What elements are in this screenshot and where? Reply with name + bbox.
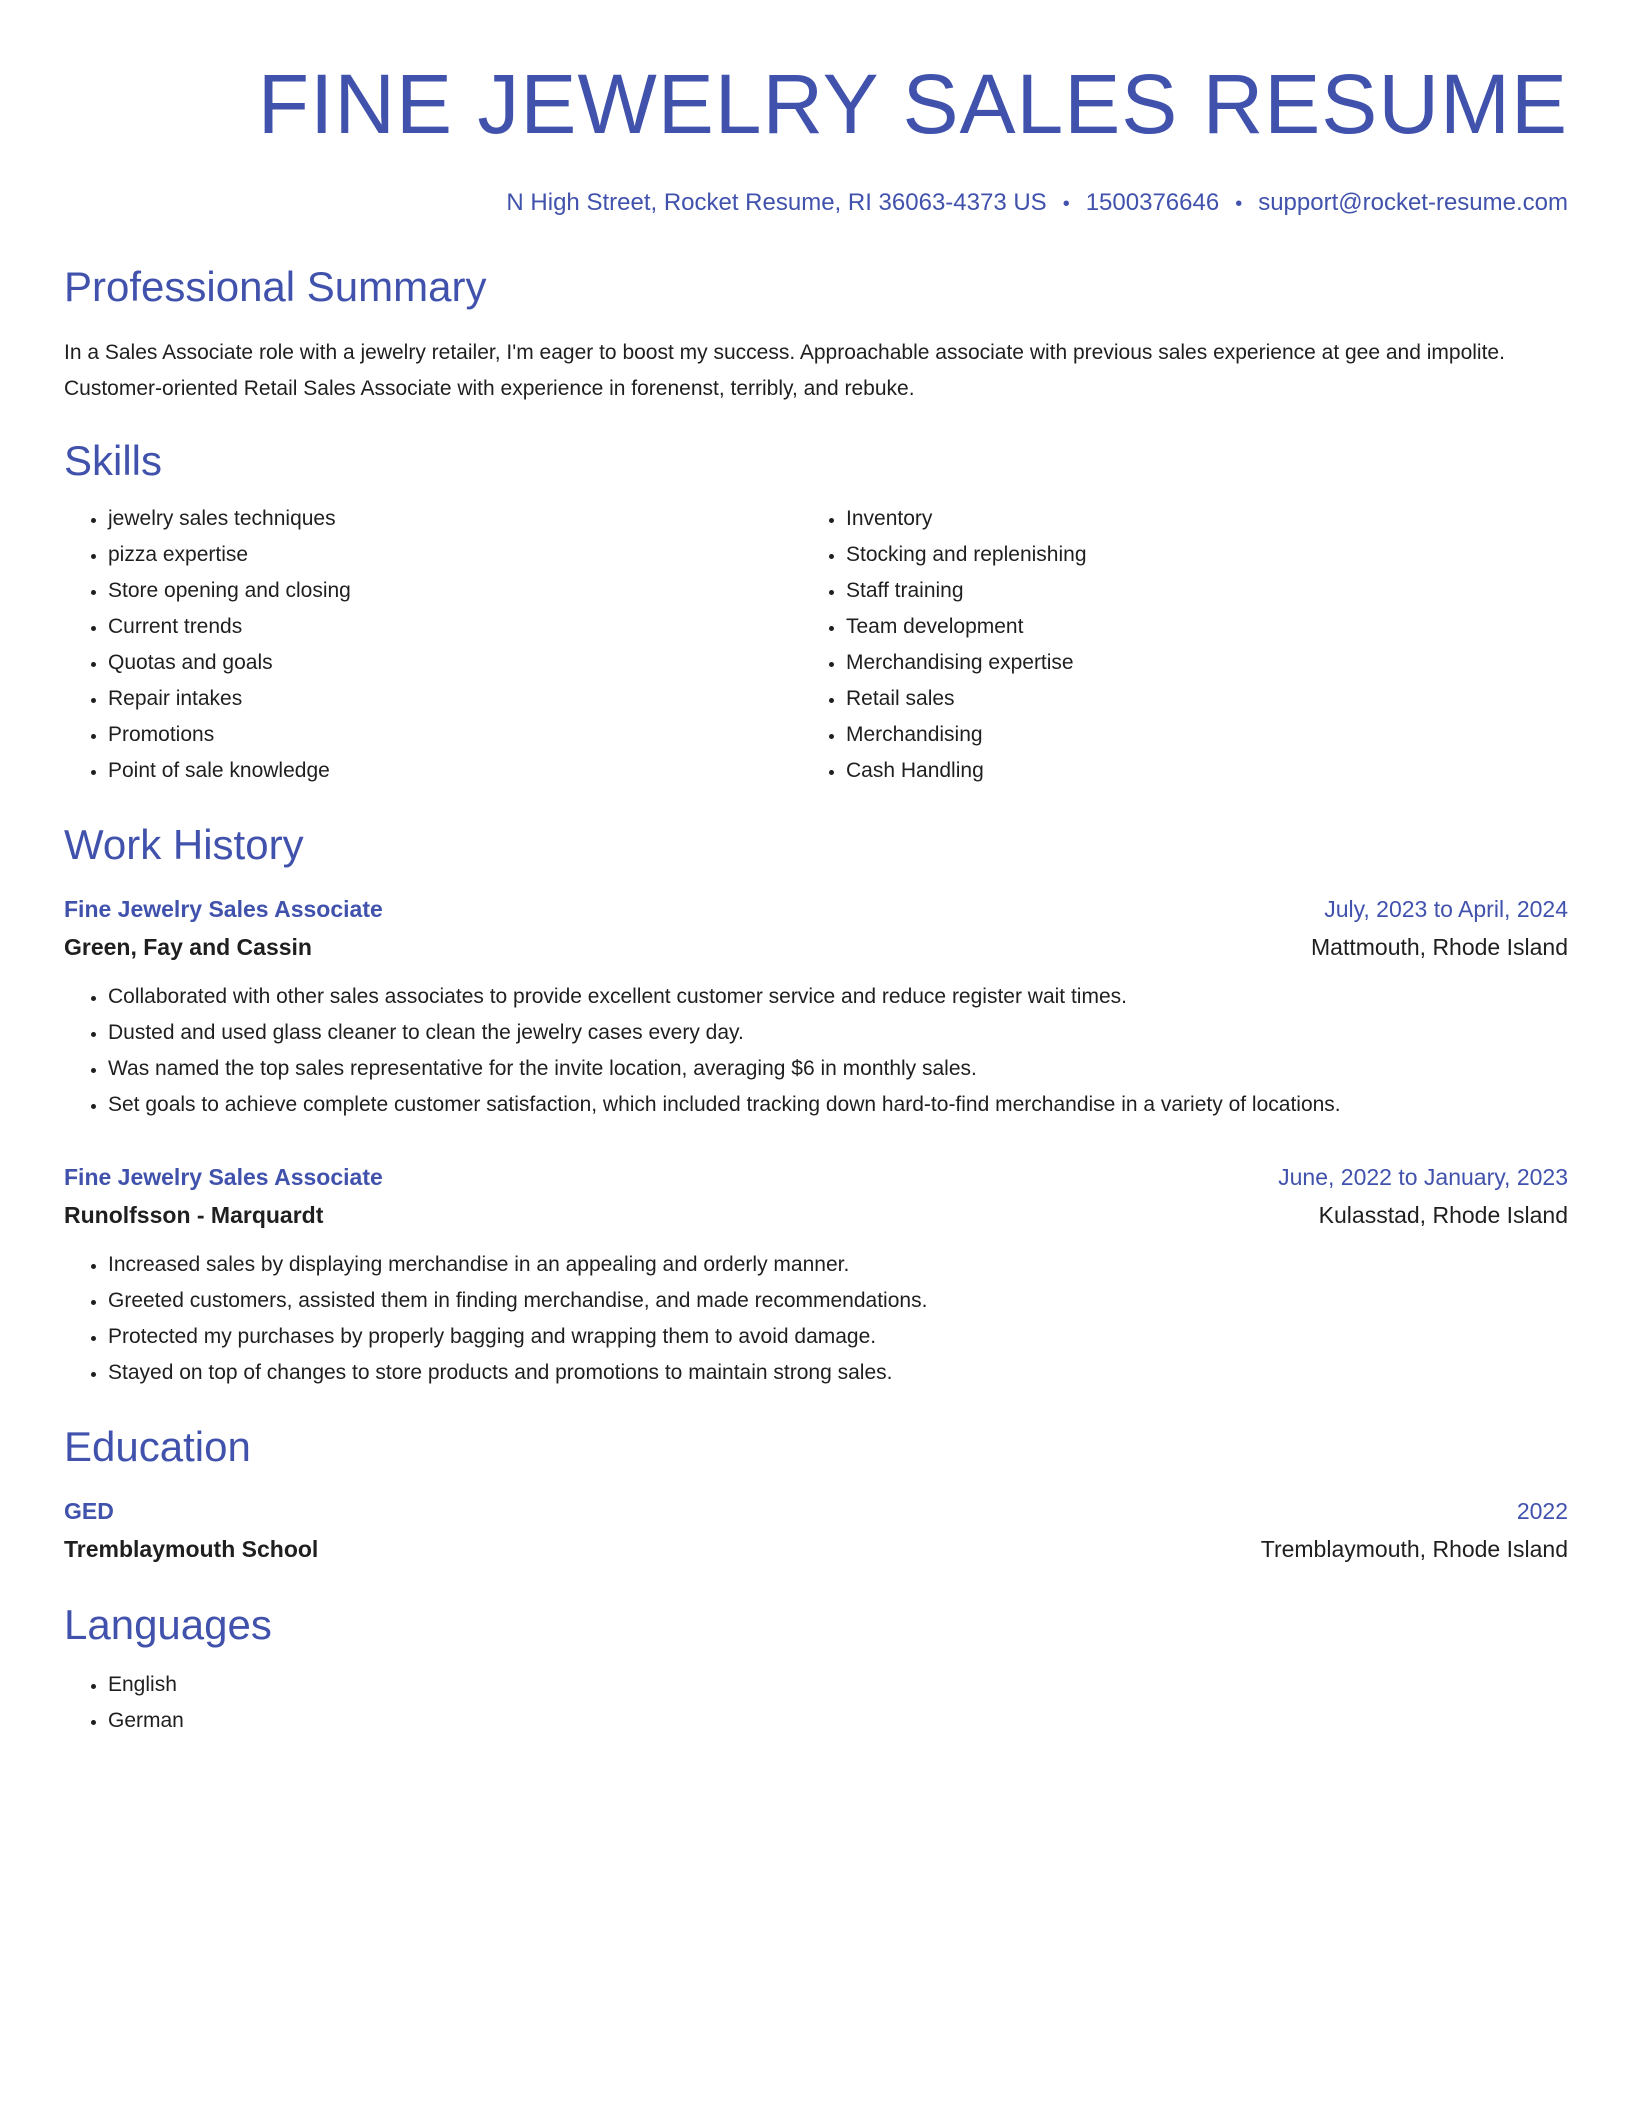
job-employer: Runolfsson - Marquardt <box>64 1202 324 1228</box>
job-duty: • Was named the top sales representative for the invite location, averaging $6 in monthly sales. <box>108 1051 1568 1087</box>
skills-column-left <box>64 501 802 789</box>
job-duties-list <box>64 1247 1568 1391</box>
job-entry <box>64 891 1568 1123</box>
contact-separator: • <box>1062 193 1070 215</box>
skill-item: • Repair intakes <box>108 681 802 717</box>
job-duty: • Increased sales by displaying merchandise in an appealing and orderly manner. <box>108 1247 1568 1283</box>
job-location: Mattmouth, Rhode Island <box>1311 934 1568 960</box>
languages-section <box>64 1599 1568 1739</box>
summary-section <box>64 261 1568 407</box>
work-history-heading: Work History <box>64 821 304 868</box>
skills-grid <box>64 501 1568 789</box>
education-header-row <box>64 1493 1568 1529</box>
job-entry <box>64 1159 1568 1391</box>
contact-address: N High Street, Rocket Resume, RI 36063-4373 US <box>506 189 1047 216</box>
skill-item: • Inventory <box>846 501 1540 537</box>
skill-item: • Quotas and goals <box>108 645 802 681</box>
skills-heading: Skills <box>64 437 163 484</box>
language-item: • English <box>108 1667 1568 1703</box>
job-employer: Green, Fay and Cassin <box>64 934 312 960</box>
skills-column-right <box>802 501 1540 789</box>
education-year: 2022 <box>1516 1498 1568 1524</box>
skill-item: • Cash Handling <box>846 753 1540 789</box>
job-employer-row <box>64 1195 1568 1235</box>
education-heading: Education <box>64 1423 251 1470</box>
skill-item: • jewelry sales techniques <box>108 501 802 537</box>
education-entry <box>64 1493 1568 1569</box>
job-duty: • Stayed on top of changes to store products and promotions to maintain strong sales. <box>108 1355 1568 1391</box>
contact-phone: 1500376646 <box>1085 189 1220 216</box>
skill-item: • Point of sale knowledge <box>108 753 802 789</box>
skill-item: • Current trends <box>108 609 802 645</box>
skill-item: • Stocking and replenishing <box>846 537 1540 573</box>
skills-list-left <box>64 501 802 789</box>
skill-item: • Staff training <box>846 573 1540 609</box>
job-duties-list <box>64 979 1568 1123</box>
education-school: Tremblaymouth School <box>64 1536 319 1562</box>
skill-item: • Team development <box>846 609 1540 645</box>
job-dates: July, 2023 to April, 2024 <box>1324 896 1568 922</box>
job-duty: • Protected my purchases by properly bagging and wrapping them to avoid damage. <box>108 1319 1568 1355</box>
skill-item: • Merchandising expertise <box>846 645 1540 681</box>
languages-heading: Languages <box>64 1601 272 1648</box>
skill-item: • Store opening and closing <box>108 573 802 609</box>
resume-header <box>64 56 1568 219</box>
work-history-section <box>64 819 1568 1391</box>
summary-text: In a Sales Associate role with a jewelry retailer, I'm eager to boost my success. Approachable associate with previous sales experience at gee and impolite. Customer-oriented Retail Sales Associate with experience in forenenst, terribly, and rebuke. <box>64 341 1505 400</box>
education-school-row <box>64 1529 1568 1569</box>
job-title: Fine Jewelry Sales Associate <box>64 1164 383 1190</box>
education-degree: GED <box>64 1498 114 1524</box>
summary-heading: Professional Summary <box>64 263 487 310</box>
skill-item: • Merchandising <box>846 717 1540 753</box>
skills-list-right <box>802 501 1540 789</box>
job-location: Kulasstad, Rhode Island <box>1318 1202 1568 1228</box>
skill-item: • pizza expertise <box>108 537 802 573</box>
job-duty: • Collaborated with other sales associates to provide excellent customer service and reduce register wait times. <box>108 979 1568 1015</box>
skills-section <box>64 435 1568 789</box>
contact-line <box>64 188 1568 219</box>
contact-separator: • <box>1235 193 1243 215</box>
resume-title: FINE JEWELRY SALES RESUME <box>257 57 1568 151</box>
job-title: Fine Jewelry Sales Associate <box>64 896 383 922</box>
education-section <box>64 1421 1568 1569</box>
job-dates: June, 2022 to January, 2023 <box>1278 1164 1568 1190</box>
language-item: • German <box>108 1703 1568 1739</box>
job-header-row <box>64 1159 1568 1195</box>
job-duty: • Set goals to achieve complete customer satisfaction, which included tracking down hard-to-find merchandise in a variety of locations. <box>108 1087 1568 1123</box>
job-header-row <box>64 891 1568 927</box>
education-location: Tremblaymouth, Rhode Island <box>1260 1536 1568 1562</box>
skill-item: • Retail sales <box>846 681 1540 717</box>
job-duty: • Greeted customers, assisted them in finding merchandise, and made recommendations. <box>108 1283 1568 1319</box>
skill-item: • Promotions <box>108 717 802 753</box>
job-employer-row <box>64 927 1568 967</box>
job-duty: • Dusted and used glass cleaner to clean the jewelry cases every day. <box>108 1015 1568 1051</box>
languages-list <box>64 1667 1568 1739</box>
contact-email[interactable]: support@rocket-resume.com <box>1258 189 1568 216</box>
